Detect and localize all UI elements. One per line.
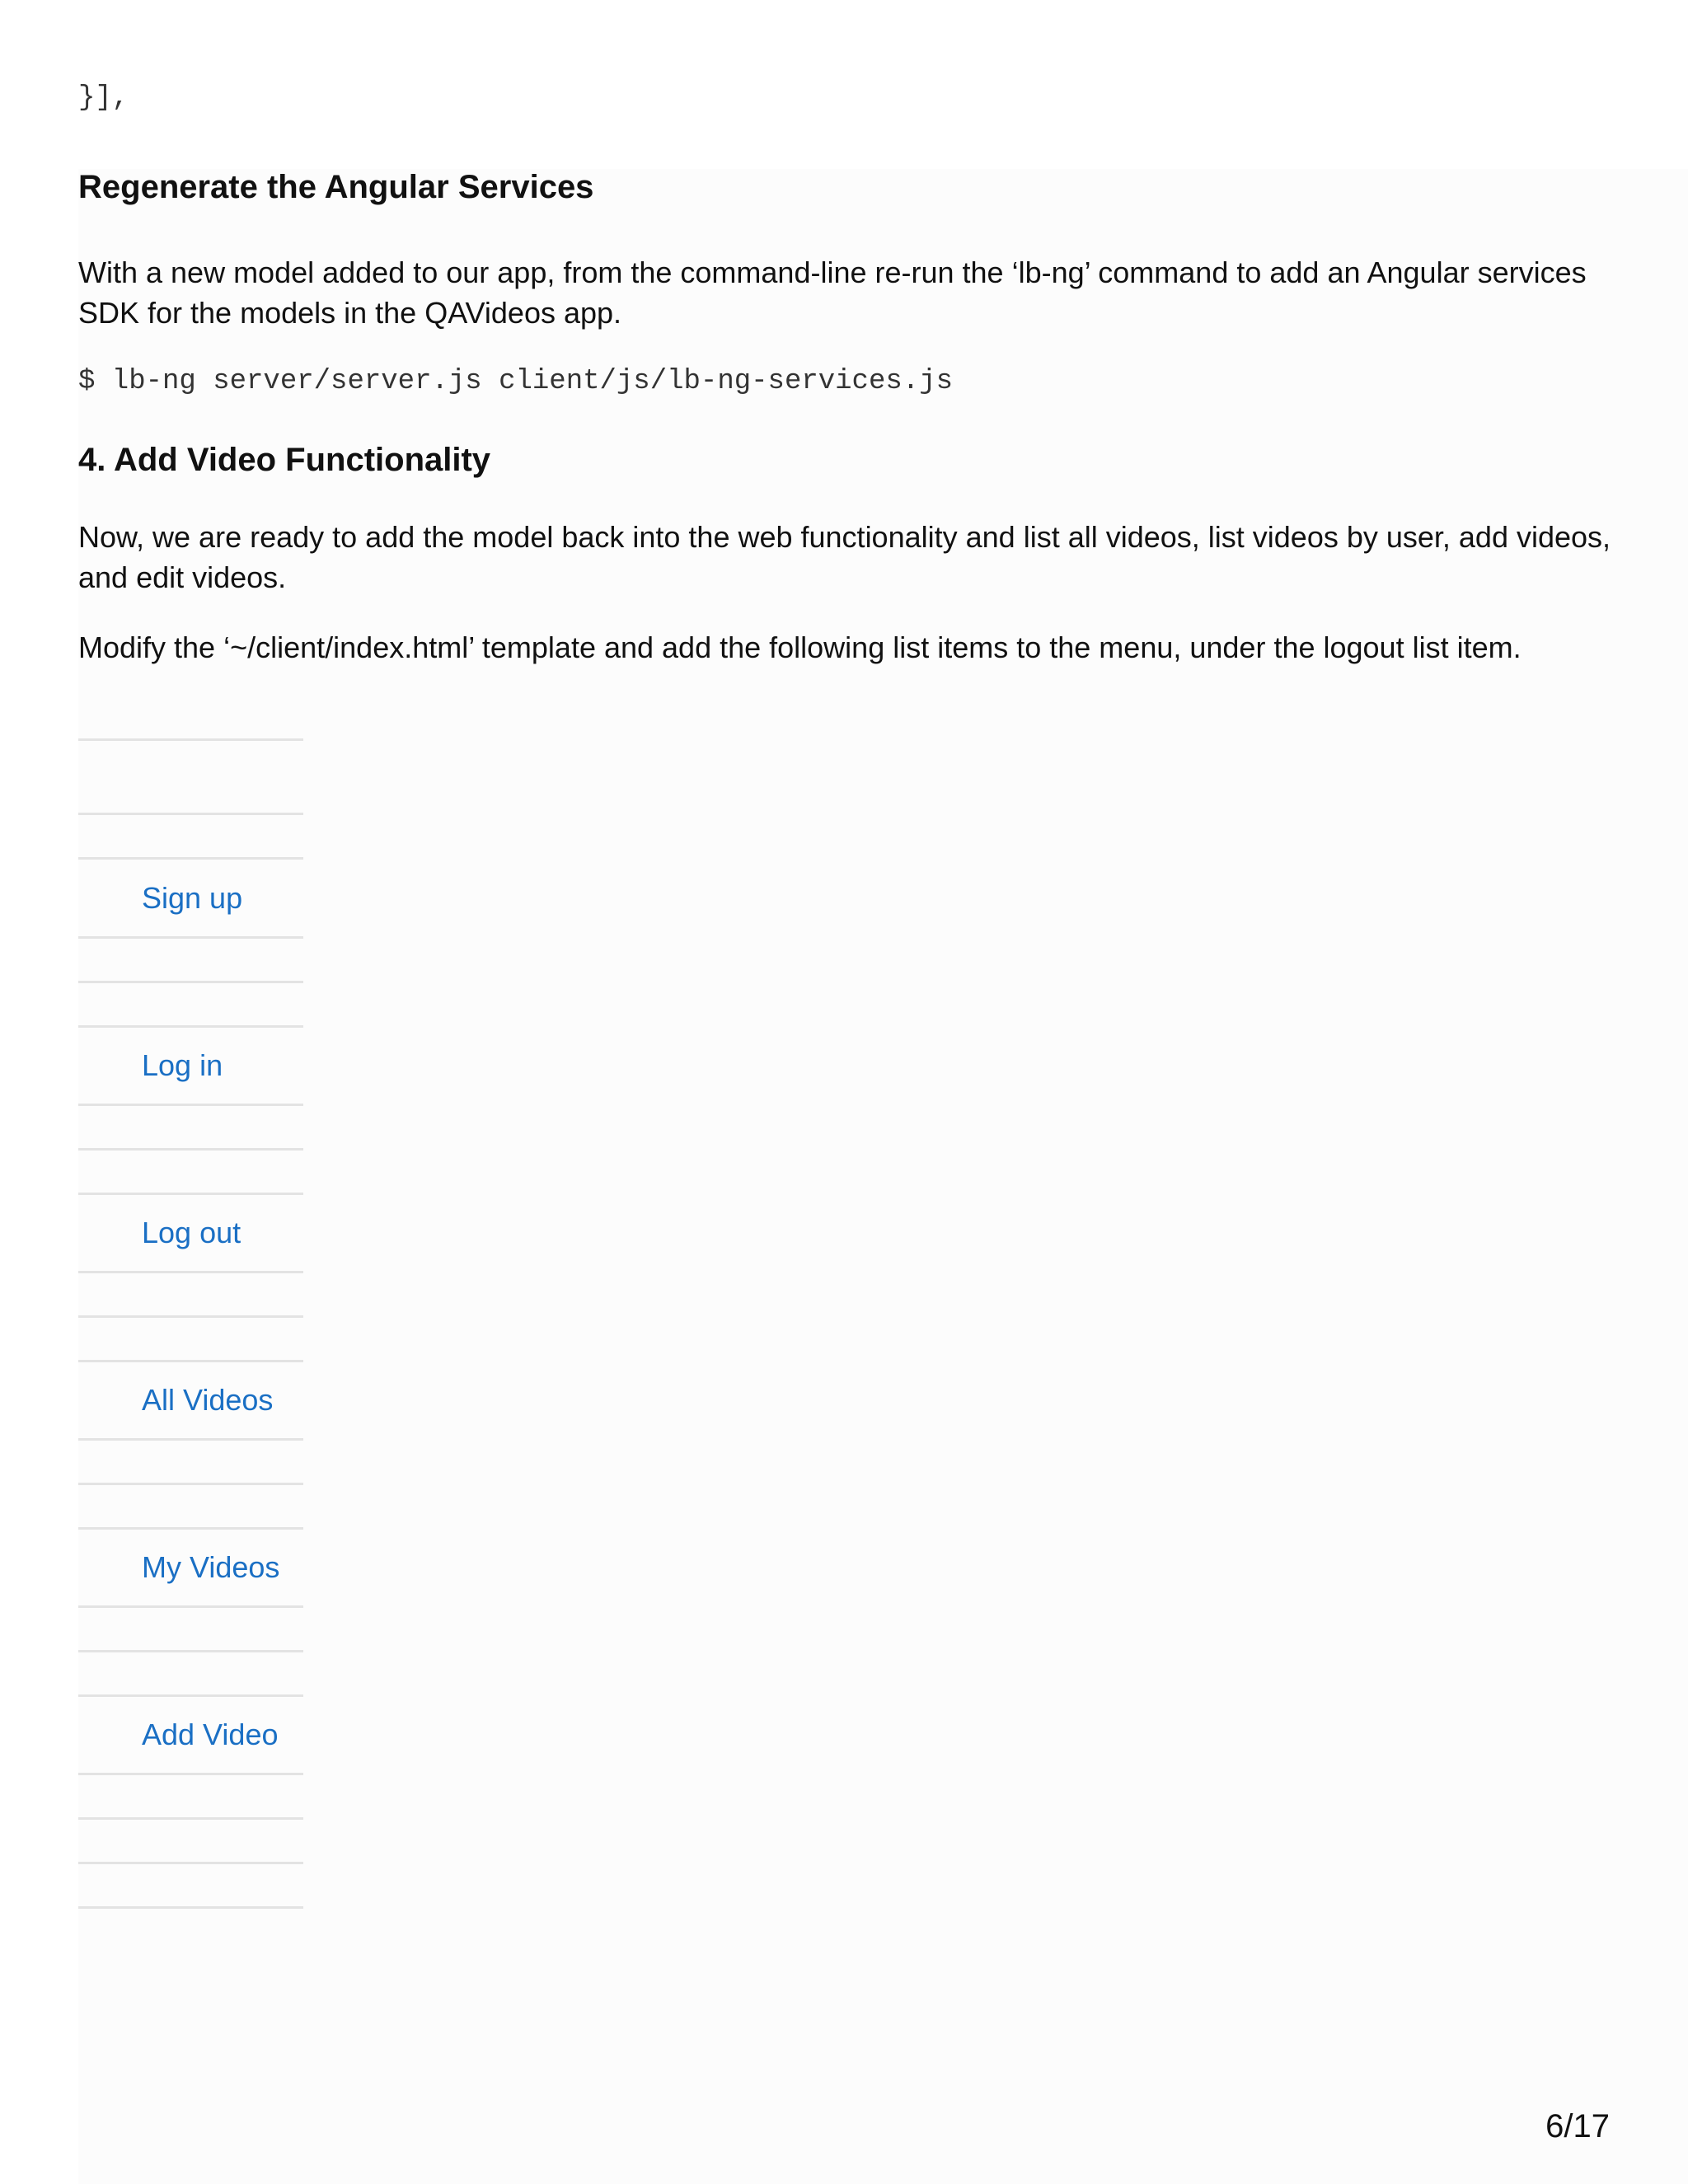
paragraph-add-video-intro: Now, we are ready to add the model back into the web functionality and list all videos, list videos by user, add videos, and edit videos.	[78, 520, 1611, 594]
menu-divider	[78, 1605, 303, 1608]
menu-divider	[78, 857, 303, 860]
code-fragment: }],	[78, 82, 129, 114]
menu-divider	[78, 1817, 303, 1820]
command-line-code: $ lb-ng server/server.js client/js/lb-ng-services.js	[78, 366, 953, 397]
menu-divider	[78, 1650, 303, 1652]
menu-divider	[78, 1694, 303, 1697]
menu-divider	[78, 1360, 303, 1362]
menu-item-log-out[interactable]: Log out	[142, 1216, 241, 1249]
menu-divider	[78, 1906, 303, 1909]
menu-divider	[78, 1104, 303, 1106]
menu-item-log-in[interactable]: Log in	[142, 1048, 223, 1082]
menu-item-add-video[interactable]: Add Video	[142, 1718, 279, 1751]
heading-regenerate-services: Regenerate the Angular Services	[78, 169, 594, 205]
menu-divider	[78, 1025, 303, 1028]
menu-divider	[78, 1271, 303, 1273]
nav-menu-list	[78, 0, 303, 2184]
menu-divider	[78, 1862, 303, 1864]
paragraph-regenerate: With a new model added to our app, from the command-line re-run the ‘lb-ng’ command to add an Angular services SDK for the models in the QAVideos app.	[78, 255, 1587, 330]
menu-divider	[78, 981, 303, 983]
menu-divider	[78, 1483, 303, 1485]
menu-divider	[78, 1438, 303, 1441]
heading-add-video-functionality: 4. Add Video Functionality	[78, 442, 491, 478]
menu-item-my-videos[interactable]: My Videos	[142, 1550, 280, 1584]
menu-item-all-videos[interactable]: All Videos	[142, 1383, 274, 1417]
menu-divider	[78, 813, 303, 815]
menu-divider	[78, 936, 303, 939]
menu-divider	[78, 1193, 303, 1195]
menu-divider	[78, 738, 303, 741]
menu-divider	[78, 1315, 303, 1318]
menu-divider	[78, 1773, 303, 1775]
paragraph-modify-template: Modify the ‘~/client/index.html’ template and add the following list items to the menu, under the logout list item.	[78, 630, 1522, 664]
menu-item-sign-up[interactable]: Sign up	[142, 881, 243, 915]
menu-divider	[78, 1148, 303, 1151]
page-number: 6/17	[1545, 2108, 1610, 2144]
menu-divider	[78, 1527, 303, 1530]
